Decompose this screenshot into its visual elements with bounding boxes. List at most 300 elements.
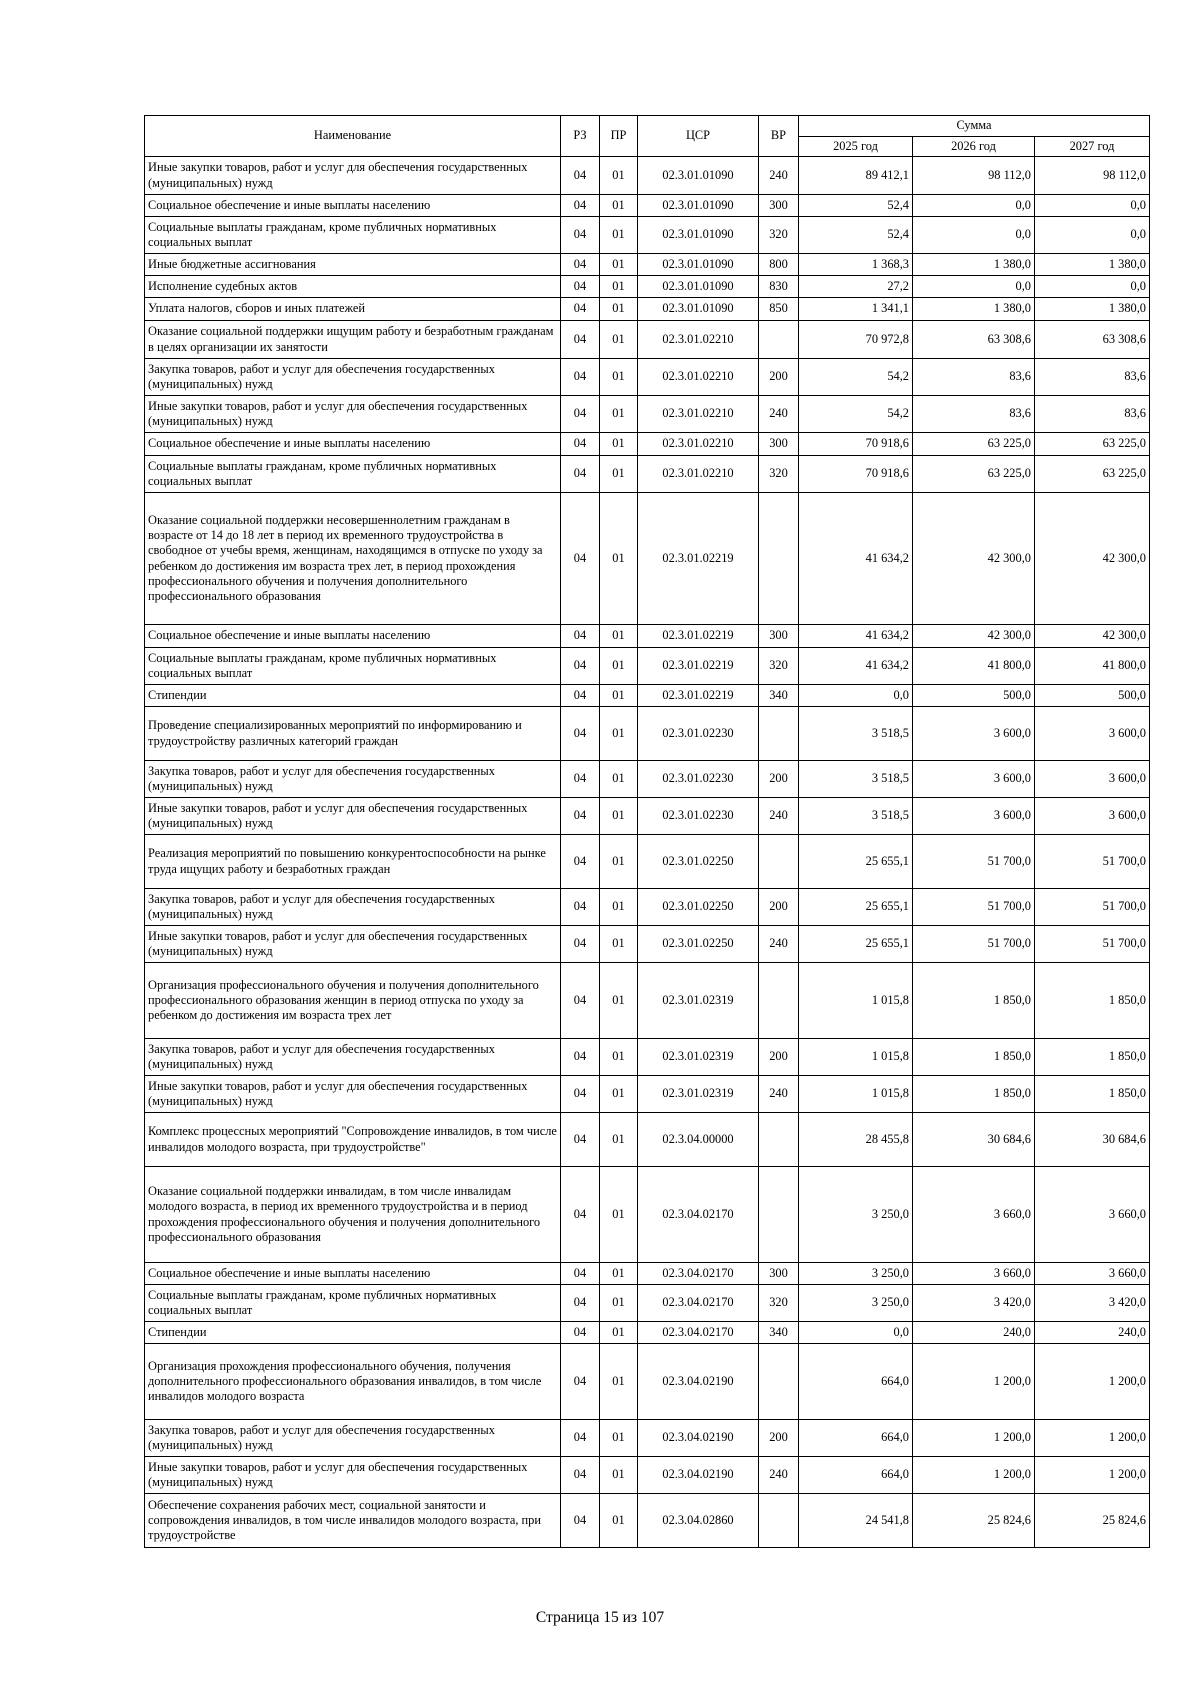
table-row [145,761,1150,798]
cell-csr: 02.3.04.02190 [638,1457,759,1494]
cell-2026: 42 300,0 [913,625,1035,648]
cell-vr: 200 [759,761,799,798]
header-year-2027: 2027 год [1035,137,1150,157]
cell-pr: 01 [600,1420,638,1457]
cell-vr: 240 [759,798,799,835]
cell-2025: 54,2 [799,396,913,433]
cell-csr: 02.3.04.02190 [638,1344,759,1420]
cell-2027: 1 200,0 [1035,1457,1150,1494]
cell-2025: 3 518,5 [799,707,913,761]
cell-2025: 52,4 [799,195,913,217]
cell-2026: 3 600,0 [913,798,1035,835]
cell-2027: 1 200,0 [1035,1344,1150,1420]
cell-name: Проведение специализированных мероприятий по информированию и трудоустройству различных категорий граждан [145,707,561,761]
cell-csr: 02.3.04.02860 [638,1494,759,1548]
table-row [145,195,1150,217]
cell-name: Комплекс процессных мероприятий "Сопровождение инвалидов, в том числе инвалидов молодого возраста, при трудоустройстве" [145,1113,561,1167]
cell-2026: 1 850,0 [913,1039,1035,1076]
cell-2026: 3 600,0 [913,761,1035,798]
cell-csr: 02.3.01.02319 [638,1039,759,1076]
cell-2027: 500,0 [1035,685,1150,707]
cell-vr [759,321,799,359]
cell-2026: 0,0 [913,276,1035,298]
cell-rz: 04 [561,1263,600,1285]
cell-pr: 01 [600,298,638,321]
cell-rz: 04 [561,195,600,217]
cell-pr: 01 [600,1076,638,1113]
table-row [145,298,1150,321]
cell-csr: 02.3.01.02230 [638,761,759,798]
table-row [145,963,1150,1039]
cell-2026: 30 684,6 [913,1113,1035,1167]
cell-name: Закупка товаров, работ и услуг для обеспечения государственных (муниципальных) нужд [145,889,561,926]
cell-2027: 3 660,0 [1035,1263,1150,1285]
cell-vr: 300 [759,433,799,456]
cell-name: Оказание социальной поддержки несовершеннолетним гражданам в возрасте от 14 до 18 лет в период их временного трудоустройства в свободное от учебы время, женщинам, находящимся в отпуске по уходу за ребенком до достижения им возраста трех лет, в период прохождения профессионального обучения и получения дополнительного профессионального образования [145,493,561,625]
cell-name: Оказание социальной поддержки ищущим работу и безработным гражданам в целях организации их занятости [145,321,561,359]
cell-csr: 02.3.01.02219 [638,625,759,648]
cell-2027: 0,0 [1035,195,1150,217]
cell-2025: 1 368,3 [799,254,913,276]
cell-name: Социальные выплаты гражданам, кроме публичных нормативных социальных выплат [145,1285,561,1322]
cell-2027: 240,0 [1035,1322,1150,1344]
cell-csr: 02.3.01.02250 [638,889,759,926]
cell-2026: 3 660,0 [913,1167,1035,1263]
cell-2027: 1 850,0 [1035,1039,1150,1076]
cell-2027: 3 600,0 [1035,707,1150,761]
cell-csr: 02.3.04.02170 [638,1263,759,1285]
cell-name: Закупка товаров, работ и услуг для обеспечения государственных (муниципальных) нужд [145,761,561,798]
cell-2025: 41 634,2 [799,493,913,625]
cell-vr: 340 [759,685,799,707]
cell-2026: 83,6 [913,396,1035,433]
cell-2025: 664,0 [799,1344,913,1420]
cell-pr: 01 [600,1113,638,1167]
cell-pr: 01 [600,1344,638,1420]
cell-csr: 02.3.01.01090 [638,298,759,321]
table-row [145,217,1150,254]
cell-name: Социальное обеспечение и иные выплаты населению [145,195,561,217]
cell-csr: 02.3.01.02219 [638,648,759,685]
cell-csr: 02.3.01.02319 [638,963,759,1039]
cell-rz: 04 [561,1322,600,1344]
cell-csr: 02.3.04.02170 [638,1322,759,1344]
cell-name: Закупка товаров, работ и услуг для обеспечения государственных (муниципальных) нужд [145,1420,561,1457]
cell-2027: 83,6 [1035,359,1150,396]
cell-csr: 02.3.04.00000 [638,1113,759,1167]
cell-csr: 02.3.01.02319 [638,1076,759,1113]
cell-rz: 04 [561,1285,600,1322]
cell-name: Закупка товаров, работ и услуг для обеспечения государственных (муниципальных) нужд [145,1039,561,1076]
cell-pr: 01 [600,1322,638,1344]
cell-rz: 04 [561,157,600,195]
cell-2026: 63 308,6 [913,321,1035,359]
cell-rz: 04 [561,1076,600,1113]
cell-name: Организация прохождения профессионального обучения, получения дополнительного профессионального образования инвалидов, в том числе инвалидов молодого возраста [145,1344,561,1420]
cell-2026: 3 660,0 [913,1263,1035,1285]
cell-2027: 1 850,0 [1035,963,1150,1039]
cell-name: Социальные выплаты гражданам, кроме публичных нормативных социальных выплат [145,648,561,685]
cell-pr: 01 [600,963,638,1039]
cell-name: Иные закупки товаров, работ и услуг для обеспечения государственных (муниципальных) нужд [145,157,561,195]
cell-2026: 51 700,0 [913,835,1035,889]
cell-csr: 02.3.01.02250 [638,926,759,963]
cell-vr [759,963,799,1039]
table-row [145,685,1150,707]
cell-vr: 300 [759,625,799,648]
cell-2025: 3 250,0 [799,1167,913,1263]
cell-name: Социальное обеспечение и иные выплаты населению [145,433,561,456]
cell-vr [759,493,799,625]
cell-vr: 240 [759,396,799,433]
cell-2025: 41 634,2 [799,648,913,685]
table-row [145,926,1150,963]
cell-vr [759,1167,799,1263]
cell-name: Иные закупки товаров, работ и услуг для обеспечения государственных (муниципальных) нужд [145,926,561,963]
cell-vr: 200 [759,1039,799,1076]
cell-2027: 1 850,0 [1035,1076,1150,1113]
cell-pr: 01 [600,1457,638,1494]
cell-2025: 1 015,8 [799,963,913,1039]
cell-pr: 01 [600,685,638,707]
header-rz: РЗ [561,116,600,157]
table-row [145,493,1150,625]
table-body [145,157,1150,1548]
cell-vr: 340 [759,1322,799,1344]
cell-2027: 0,0 [1035,217,1150,254]
cell-2026: 0,0 [913,195,1035,217]
cell-rz: 04 [561,217,600,254]
cell-2026: 25 824,6 [913,1494,1035,1548]
cell-2026: 1 380,0 [913,254,1035,276]
cell-vr [759,1344,799,1420]
cell-csr: 02.3.01.02210 [638,433,759,456]
cell-pr: 01 [600,195,638,217]
cell-name: Организация профессионального обучения и получения дополнительного профессионального образования женщин в период отпуска по уходу за ребенком до достижения им возраста трех лет [145,963,561,1039]
cell-2027: 30 684,6 [1035,1113,1150,1167]
cell-name: Реализация мероприятий по повышению конкурентоспособности на рынке труда ищущих работу и безработных граждан [145,835,561,889]
cell-2027: 41 800,0 [1035,648,1150,685]
cell-pr: 01 [600,276,638,298]
cell-vr [759,707,799,761]
cell-rz: 04 [561,1344,600,1420]
table-row [145,359,1150,396]
cell-2025: 27,2 [799,276,913,298]
cell-2027: 51 700,0 [1035,926,1150,963]
cell-pr: 01 [600,835,638,889]
table-row [145,254,1150,276]
table-row [145,456,1150,493]
table-row [145,648,1150,685]
cell-2027: 3 420,0 [1035,1285,1150,1322]
cell-pr: 01 [600,889,638,926]
cell-pr: 01 [600,396,638,433]
cell-pr: 01 [600,433,638,456]
cell-vr: 300 [759,195,799,217]
cell-csr: 02.3.01.01090 [638,254,759,276]
cell-csr: 02.3.01.02210 [638,396,759,433]
cell-name: Стипендии [145,1322,561,1344]
header-name: Наименование [145,116,561,157]
cell-pr: 01 [600,1263,638,1285]
cell-rz: 04 [561,835,600,889]
cell-vr: 850 [759,298,799,321]
cell-rz: 04 [561,1457,600,1494]
cell-rz: 04 [561,1494,600,1548]
cell-2027: 42 300,0 [1035,493,1150,625]
cell-2027: 83,6 [1035,396,1150,433]
cell-pr: 01 [600,761,638,798]
cell-name: Иные закупки товаров, работ и услуг для обеспечения государственных (муниципальных) нужд [145,396,561,433]
header-sum: Сумма [799,116,1150,137]
cell-2025: 3 518,5 [799,761,913,798]
cell-csr: 02.3.01.02210 [638,359,759,396]
cell-2026: 0,0 [913,217,1035,254]
cell-name: Социальное обеспечение и иные выплаты населению [145,625,561,648]
cell-pr: 01 [600,798,638,835]
cell-2025: 1 341,1 [799,298,913,321]
cell-rz: 04 [561,926,600,963]
table-row [145,321,1150,359]
cell-rz: 04 [561,396,600,433]
cell-csr: 02.3.01.02210 [638,321,759,359]
cell-2026: 1 200,0 [913,1344,1035,1420]
cell-2027: 63 308,6 [1035,321,1150,359]
table-row [145,625,1150,648]
cell-vr: 200 [759,359,799,396]
cell-pr: 01 [600,157,638,195]
budget-table [144,115,1150,1548]
cell-pr: 01 [600,1285,638,1322]
cell-rz: 04 [561,493,600,625]
cell-vr: 240 [759,1076,799,1113]
cell-csr: 02.3.04.02170 [638,1167,759,1263]
cell-csr: 02.3.01.01090 [638,157,759,195]
cell-pr: 01 [600,1039,638,1076]
table-row [145,1344,1150,1420]
table-row [145,798,1150,835]
cell-2025: 52,4 [799,217,913,254]
cell-pr: 01 [600,1494,638,1548]
cell-2025: 28 455,8 [799,1113,913,1167]
cell-2026: 63 225,0 [913,456,1035,493]
cell-vr [759,835,799,889]
cell-2025: 664,0 [799,1457,913,1494]
cell-csr: 02.3.01.01090 [638,276,759,298]
cell-vr [759,1113,799,1167]
cell-csr: 02.3.01.01090 [638,217,759,254]
table-header [145,116,1150,157]
header-pr: ПР [600,116,638,157]
cell-2027: 98 112,0 [1035,157,1150,195]
page-number: Страница 15 из 107 [535,1609,665,1626]
cell-2027: 1 380,0 [1035,298,1150,321]
cell-2026: 240,0 [913,1322,1035,1344]
cell-2026: 3 420,0 [913,1285,1035,1322]
cell-csr: 02.3.01.01090 [638,195,759,217]
cell-name: Иные закупки товаров, работ и услуг для обеспечения государственных (муниципальных) нужд [145,1457,561,1494]
cell-rz: 04 [561,1039,600,1076]
cell-2026: 1 200,0 [913,1420,1035,1457]
cell-2026: 1 850,0 [913,963,1035,1039]
table-row [145,1457,1150,1494]
cell-vr: 320 [759,456,799,493]
table-row [145,889,1150,926]
cell-2025: 24 541,8 [799,1494,913,1548]
cell-2026: 51 700,0 [913,889,1035,926]
cell-pr: 01 [600,926,638,963]
cell-2027: 51 700,0 [1035,835,1150,889]
cell-rz: 04 [561,761,600,798]
cell-name: Закупка товаров, работ и услуг для обеспечения государственных (муниципальных) нужд [145,359,561,396]
cell-2025: 3 518,5 [799,798,913,835]
cell-pr: 01 [600,254,638,276]
cell-2026: 41 800,0 [913,648,1035,685]
cell-vr: 800 [759,254,799,276]
cell-2027: 63 225,0 [1035,433,1150,456]
cell-2025: 70 972,8 [799,321,913,359]
cell-2026: 63 225,0 [913,433,1035,456]
cell-2026: 3 600,0 [913,707,1035,761]
table-row [145,1167,1150,1263]
cell-name: Уплата налогов, сборов и иных платежей [145,298,561,321]
cell-2025: 25 655,1 [799,889,913,926]
cell-pr: 01 [600,217,638,254]
cell-name: Обеспечение сохранения рабочих мест, социальной занятости и сопровождения инвалидов, в том числе инвалидов молодого возраста, при трудоустройстве [145,1494,561,1548]
cell-csr: 02.3.01.02250 [638,835,759,889]
cell-2025: 3 250,0 [799,1263,913,1285]
cell-name: Иные закупки товаров, работ и услуг для обеспечения государственных (муниципальных) нужд [145,798,561,835]
cell-rz: 04 [561,276,600,298]
cell-rz: 04 [561,298,600,321]
cell-csr: 02.3.01.02230 [638,707,759,761]
cell-2025: 0,0 [799,685,913,707]
cell-rz: 04 [561,321,600,359]
cell-rz: 04 [561,254,600,276]
table-row [145,1322,1150,1344]
cell-2026: 98 112,0 [913,157,1035,195]
table-row [145,1263,1150,1285]
cell-pr: 01 [600,493,638,625]
cell-2025: 54,2 [799,359,913,396]
cell-2025: 0,0 [799,1322,913,1344]
cell-rz: 04 [561,798,600,835]
cell-rz: 04 [561,1113,600,1167]
cell-2025: 89 412,1 [799,157,913,195]
cell-rz: 04 [561,1167,600,1263]
cell-name: Социальные выплаты гражданам, кроме публичных нормативных социальных выплат [145,456,561,493]
cell-2026: 1 850,0 [913,1076,1035,1113]
cell-csr: 02.3.01.02210 [638,456,759,493]
cell-2025: 70 918,6 [799,456,913,493]
cell-pr: 01 [600,625,638,648]
cell-rz: 04 [561,685,600,707]
cell-name: Иные бюджетные ассигнования [145,254,561,276]
cell-2027: 51 700,0 [1035,889,1150,926]
cell-vr: 200 [759,889,799,926]
cell-vr: 240 [759,926,799,963]
cell-2027: 0,0 [1035,276,1150,298]
table-row [145,1494,1150,1548]
cell-2027: 1 200,0 [1035,1420,1150,1457]
cell-2026: 42 300,0 [913,493,1035,625]
cell-csr: 02.3.01.02219 [638,493,759,625]
table-row [145,1039,1150,1076]
cell-vr: 240 [759,157,799,195]
cell-rz: 04 [561,707,600,761]
cell-vr: 830 [759,276,799,298]
cell-rz: 04 [561,648,600,685]
header-vr: ВР [759,116,799,157]
cell-2026: 83,6 [913,359,1035,396]
cell-vr: 320 [759,217,799,254]
cell-2025: 25 655,1 [799,835,913,889]
table-row [145,1113,1150,1167]
cell-2026: 1 380,0 [913,298,1035,321]
cell-rz: 04 [561,456,600,493]
cell-pr: 01 [600,359,638,396]
cell-name: Социальное обеспечение и иные выплаты населению [145,1263,561,1285]
table-row [145,157,1150,195]
cell-2025: 1 015,8 [799,1076,913,1113]
cell-csr: 02.3.04.02170 [638,1285,759,1322]
cell-2025: 1 015,8 [799,1039,913,1076]
cell-pr: 01 [600,648,638,685]
cell-name: Стипендии [145,685,561,707]
table-row [145,433,1150,456]
cell-vr [759,1494,799,1548]
cell-2025: 70 918,6 [799,433,913,456]
table-row [145,835,1150,889]
cell-2025: 3 250,0 [799,1285,913,1322]
cell-2026: 1 200,0 [913,1457,1035,1494]
table-row [145,1076,1150,1113]
cell-vr: 200 [759,1420,799,1457]
cell-2025: 41 634,2 [799,625,913,648]
cell-pr: 01 [600,321,638,359]
cell-rz: 04 [561,1420,600,1457]
cell-pr: 01 [600,456,638,493]
cell-vr: 240 [759,1457,799,1494]
cell-2025: 664,0 [799,1420,913,1457]
header-year-2025: 2025 год [799,137,913,157]
header-year-2026: 2026 год [913,137,1035,157]
cell-name: Социальные выплаты гражданам, кроме публичных нормативных социальных выплат [145,217,561,254]
table-row [145,1420,1150,1457]
cell-rz: 04 [561,625,600,648]
cell-csr: 02.3.01.02219 [638,685,759,707]
cell-name: Иные закупки товаров, работ и услуг для обеспечения государственных (муниципальных) нужд [145,1076,561,1113]
table-row [145,707,1150,761]
cell-2027: 1 380,0 [1035,254,1150,276]
cell-rz: 04 [561,359,600,396]
cell-rz: 04 [561,963,600,1039]
cell-2027: 3 660,0 [1035,1167,1150,1263]
cell-rz: 04 [561,433,600,456]
cell-2027: 3 600,0 [1035,798,1150,835]
cell-rz: 04 [561,889,600,926]
cell-2027: 3 600,0 [1035,761,1150,798]
cell-pr: 01 [600,707,638,761]
cell-csr: 02.3.01.02230 [638,798,759,835]
table-row [145,276,1150,298]
cell-name: Оказание социальной поддержки инвалидам, в том числе инвалидам молодого возраста, в период их временного трудоустройства и в период прохождения профессионального обучения и получения дополнительного профессионального образования [145,1167,561,1263]
cell-2027: 42 300,0 [1035,625,1150,648]
table-row [145,1285,1150,1322]
cell-2026: 51 700,0 [913,926,1035,963]
cell-pr: 01 [600,1167,638,1263]
cell-vr: 300 [759,1263,799,1285]
